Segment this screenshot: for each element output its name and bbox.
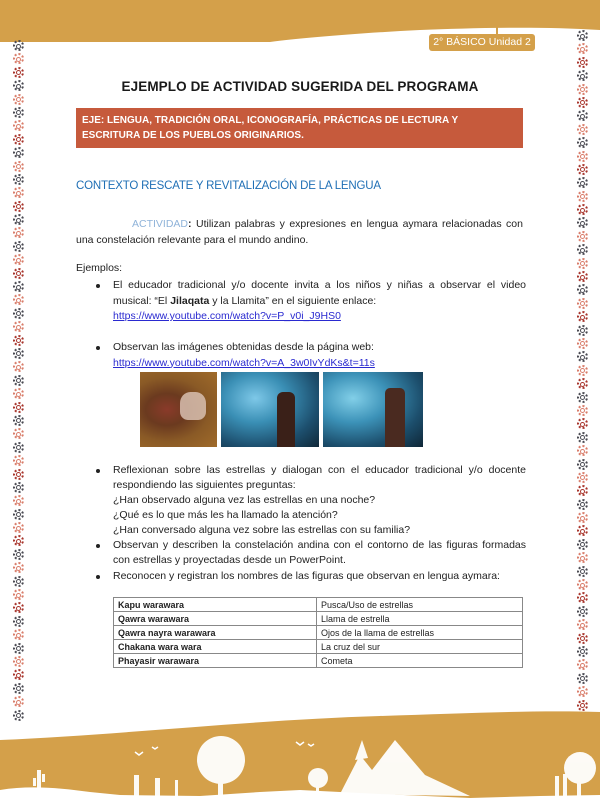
ornament-ring-icon [13,415,24,426]
image-clay-figures [140,372,217,447]
ornament-ring-icon [13,201,24,212]
bullet-text: Observan las imágenes obtenidas desde la página web: [113,341,374,353]
ornament-ring-icon [13,602,24,613]
ornament-ring-icon [13,509,24,520]
ornament-ring-icon [13,254,24,265]
ornament-ring-icon [13,161,24,172]
activity-label: ACTIVIDAD [132,218,189,230]
bullet-text: El educador tradicional y/o docente invita a los niños y niñas a observar el video musical: “El [113,279,526,307]
spanish-meaning: Cometa [317,654,523,668]
ornament-ring-icon [577,579,588,590]
ornament-ring-icon [13,53,24,64]
ornament-ring-icon [577,30,588,41]
image-figure-stars [221,372,319,447]
ornament-ring-icon [13,107,24,118]
ornament-ring-icon [13,442,24,453]
ornament-ring-icon [577,619,588,630]
bullet-register: Reconocen y registran los nombres de las figuras que observan en lengua aymara: [96,569,526,584]
ornament-ring-icon [13,187,24,198]
examples-label: Ejemplos: [76,262,123,274]
ornament-ring-icon [13,562,24,573]
video-link[interactable]: https://www.youtube.com/watch?v=P_v0i_J9HS0 [113,310,341,322]
ornament-ring-icon [577,405,588,416]
ornament-ring-icon [13,308,24,319]
left-ornamental-border [11,40,25,730]
bullet-text: y la Llamita” en el siguiente enlace: [209,294,377,307]
bold-term: Jilaqata [170,294,210,307]
ornament-ring-icon [13,482,24,493]
ornament-ring-icon [13,40,24,51]
ornament-ring-icon [13,549,24,560]
ornament-ring-icon [577,432,588,443]
ornament-ring-icon [13,281,24,292]
ornament-ring-icon [577,673,588,684]
ornament-ring-icon [577,57,588,68]
ornament-ring-icon [577,392,588,403]
ornament-ring-icon [577,311,588,322]
ornament-ring-icon [577,43,588,54]
ornament-ring-icon [577,177,588,188]
ornament-ring-icon [13,656,24,667]
table-row [114,612,523,626]
spanish-meaning: Llama de estrella [317,612,523,626]
ornament-ring-icon [577,512,588,523]
ornament-ring-icon [577,525,588,536]
ornament-ring-icon [577,244,588,255]
ornament-ring-icon [577,284,588,295]
ornament-ring-icon [577,378,588,389]
ornament-ring-icon [13,120,24,131]
ornament-ring-icon [577,499,588,510]
ornament-ring-icon [13,388,24,399]
ornament-ring-icon [13,147,24,158]
ornament-ring-icon [577,97,588,108]
ornament-ring-icon [577,84,588,95]
ornament-ring-icon [577,592,588,603]
ornament-ring-icon [13,361,24,372]
ornament-ring-icon [13,321,24,332]
ornament-ring-icon [13,616,24,627]
ornament-ring-icon [13,67,24,78]
page-title: EJEMPLO DE ACTIVIDAD SUGERIDA DEL PROGRAMA [121,79,479,94]
ornament-ring-icon [577,298,588,309]
spanish-meaning: Ojos de la llama de estrellas [317,626,523,640]
ornament-ring-icon [577,566,588,577]
bullet-icon [96,544,100,548]
table-row [114,626,523,640]
activity-colon: : [188,218,192,230]
ornament-ring-icon [13,94,24,105]
spanish-meaning: Pusca/Uso de estrellas [317,598,523,612]
question: ¿Qué es lo que más les ha llamado la atención? [113,509,338,521]
question: ¿Han observado alguna vez las estrellas en una noche? [113,494,376,506]
ornament-ring-icon [577,351,588,362]
ornament-ring-icon [577,472,588,483]
ornament-ring-icon [577,338,588,349]
ornament-ring-icon [577,633,588,644]
ornament-ring-icon [13,589,24,600]
bottom-landscape-illustration [0,700,600,800]
ornament-ring-icon [577,485,588,496]
ornament-ring-icon [577,231,588,242]
eje-banner: EJE: LENGUA, TRADICIÓN ORAL, ICONOGRAFÍA, PRÁCTICAS DE LECTURA Y ESCRITURA DE LOS PUEBLOS ORIGINARIOS. [76,108,523,148]
aymara-term: Qawra warawara [114,612,317,626]
bullet-reflect [96,463,526,538]
images-link[interactable]: https://www.youtube.com/watch?v=A_3w0IvYdKs&t=11s [113,356,375,369]
ornament-ring-icon [13,495,24,506]
activity-description: Utilizan palabras y expresiones en lengua aymara relacionadas con una constelación relevante para el mundo andino. [76,218,523,246]
aymara-term: Chakana wara wara [114,640,317,654]
ornament-ring-icon [13,268,24,279]
bullet-text: Reflexionan sobre las estrellas y dialogan con el educador tradicional y/o docente respondiendo las siguientes preguntas: [113,464,526,491]
ornament-ring-icon [13,227,24,238]
ornament-ring-icon [577,217,588,228]
ornament-ring-icon [13,535,24,546]
bullet-icon [96,575,100,579]
ornament-ring-icon [577,110,588,121]
ornament-ring-icon [13,241,24,252]
ornament-ring-icon [577,124,588,135]
ornament-ring-icon [577,606,588,617]
ornament-ring-icon [577,164,588,175]
ornament-ring-icon [13,576,24,587]
question: ¿Han conversado alguna vez sobre las estrellas con su familia? [113,524,411,536]
bullet-icon [96,284,100,288]
ornament-ring-icon [13,522,24,533]
ornament-ring-icon [13,375,24,386]
table-row [114,654,523,668]
bullet-icon [96,346,100,350]
ornament-ring-icon [13,294,24,305]
ornament-ring-icon [13,469,24,480]
ornament-ring-icon [13,214,24,225]
ornament-ring-icon [13,643,24,654]
ornament-ring-icon [13,629,24,640]
ornament-ring-icon [577,459,588,470]
ornament-ring-icon [577,204,588,215]
aymara-term: Kapu warawara [114,598,317,612]
ornament-ring-icon [577,686,588,697]
ornament-ring-icon [577,151,588,162]
image-figure-profile [323,372,423,447]
ornament-ring-icon [13,335,24,346]
grade-unit-badge: 2° BÁSICO Unidad 2 [429,34,535,51]
ornament-ring-icon [577,137,588,148]
bullet-images [96,340,526,371]
ornament-ring-icon [577,365,588,376]
ornament-ring-icon [13,80,24,91]
aymara-term: Phayasir warawara [114,654,317,668]
table-row [114,640,523,654]
ornament-ring-icon [577,539,588,550]
ornament-ring-icon [577,70,588,81]
ornament-ring-icon [577,646,588,657]
ornament-ring-icon [577,271,588,282]
spanish-meaning: La cruz del sur [317,640,523,654]
ornament-ring-icon [13,174,24,185]
ornament-ring-icon [13,134,24,145]
ornament-ring-icon [13,348,24,359]
ornament-ring-icon [577,191,588,202]
table-row [114,598,523,612]
ornament-ring-icon [577,445,588,456]
ornament-ring-icon [577,418,588,429]
ornament-ring-icon [13,683,24,694]
vocabulary-table [113,597,523,668]
ornament-ring-icon [13,669,24,680]
right-ornamental-border [575,30,589,720]
ornament-ring-icon [13,428,24,439]
section-title: CONTEXTO RESCATE Y REVITALIZACIÓN DE LA LENGUA [76,180,381,192]
bullet-video [96,278,526,325]
ornament-ring-icon [577,552,588,563]
ornament-ring-icon [577,258,588,269]
ornament-ring-icon [577,325,588,336]
bullet-describe: Observan y describen la constelación andina con el contorno de las figuras formadas con estrellas y proyectadas desde un PowerPoint. [96,538,526,568]
aymara-term: Qawra nayra warawara [114,626,317,640]
ornament-ring-icon [577,659,588,670]
activity-text [76,216,523,248]
bullet-icon [96,469,100,473]
ornament-ring-icon [13,455,24,466]
ornament-ring-icon [13,402,24,413]
